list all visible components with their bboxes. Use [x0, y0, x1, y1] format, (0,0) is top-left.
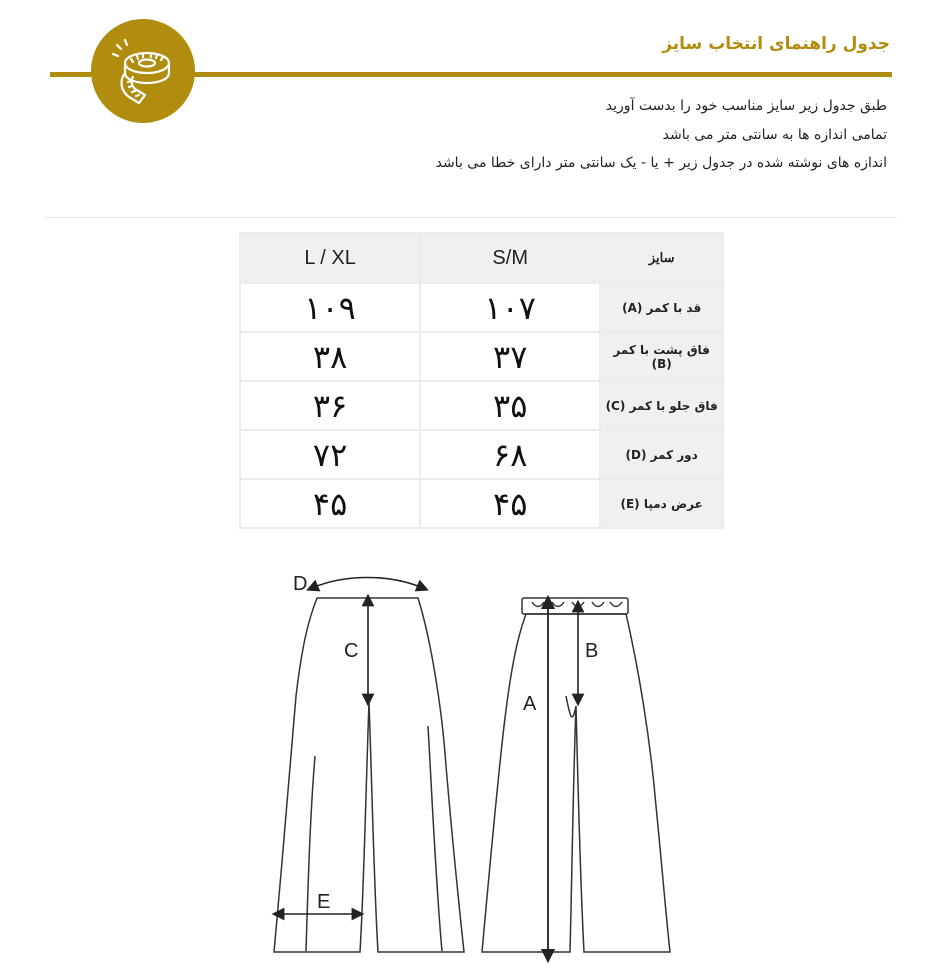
- cell-value: ۴۵: [240, 479, 420, 528]
- cell-value: ۱۰۹: [240, 283, 420, 332]
- label-e: E: [317, 891, 331, 913]
- back-pants-outline: [482, 598, 670, 952]
- label-c: C: [344, 640, 359, 662]
- note-line: تمامی اندازه ها به سانتی متر می باشد: [662, 126, 887, 143]
- size-table: [239, 232, 724, 529]
- measuring-tape-icon: [91, 19, 195, 123]
- cell-value: ۴۵: [420, 479, 600, 528]
- label-b: B: [585, 640, 599, 662]
- table-header-row: [240, 233, 723, 283]
- page-title: جدول راهنمای انتخاب سایز: [662, 34, 890, 54]
- column-header-size: سایز: [600, 233, 723, 283]
- row-label: قد با کمر (A): [600, 283, 723, 332]
- row-label: فاق پشت با کمر (B): [600, 332, 723, 381]
- measure-line-d: [312, 578, 423, 589]
- row-label: عرض دمپا (E): [600, 479, 723, 528]
- table-row: [240, 430, 723, 479]
- table-row: [240, 283, 723, 332]
- table-row: [240, 479, 723, 528]
- table-row: [240, 332, 723, 381]
- label-a: A: [523, 693, 537, 715]
- divider: [45, 217, 897, 218]
- label-d: D: [293, 573, 308, 595]
- note-line: طبق جدول زیر سایز مناسب خود را بدست آورید: [605, 98, 887, 114]
- table-row: [240, 381, 723, 430]
- cell-value: ۷۲: [240, 430, 420, 479]
- cell-value: ۱۰۷: [420, 283, 600, 332]
- row-label: دور کمر (D): [600, 430, 723, 479]
- front-pants-outline: [274, 598, 464, 952]
- note-line: اندازه های نوشته شده در جدول زیر + یا - یک سانتی متر دارای خطا می باشد: [435, 155, 887, 171]
- column-header-lxl: L / XL: [240, 233, 420, 283]
- cell-value: ۳۷: [420, 332, 600, 381]
- pants-measurement-diagram: [260, 566, 680, 966]
- row-label: فاق جلو با کمر (C): [600, 381, 723, 430]
- cell-value: ۳۶: [240, 381, 420, 430]
- column-header-sm: S/M: [420, 233, 600, 283]
- cell-value: ۳۵: [420, 381, 600, 430]
- cell-value: ۶۸: [420, 430, 600, 479]
- notes: [436, 92, 887, 178]
- cell-value: ۳۸: [240, 332, 420, 381]
